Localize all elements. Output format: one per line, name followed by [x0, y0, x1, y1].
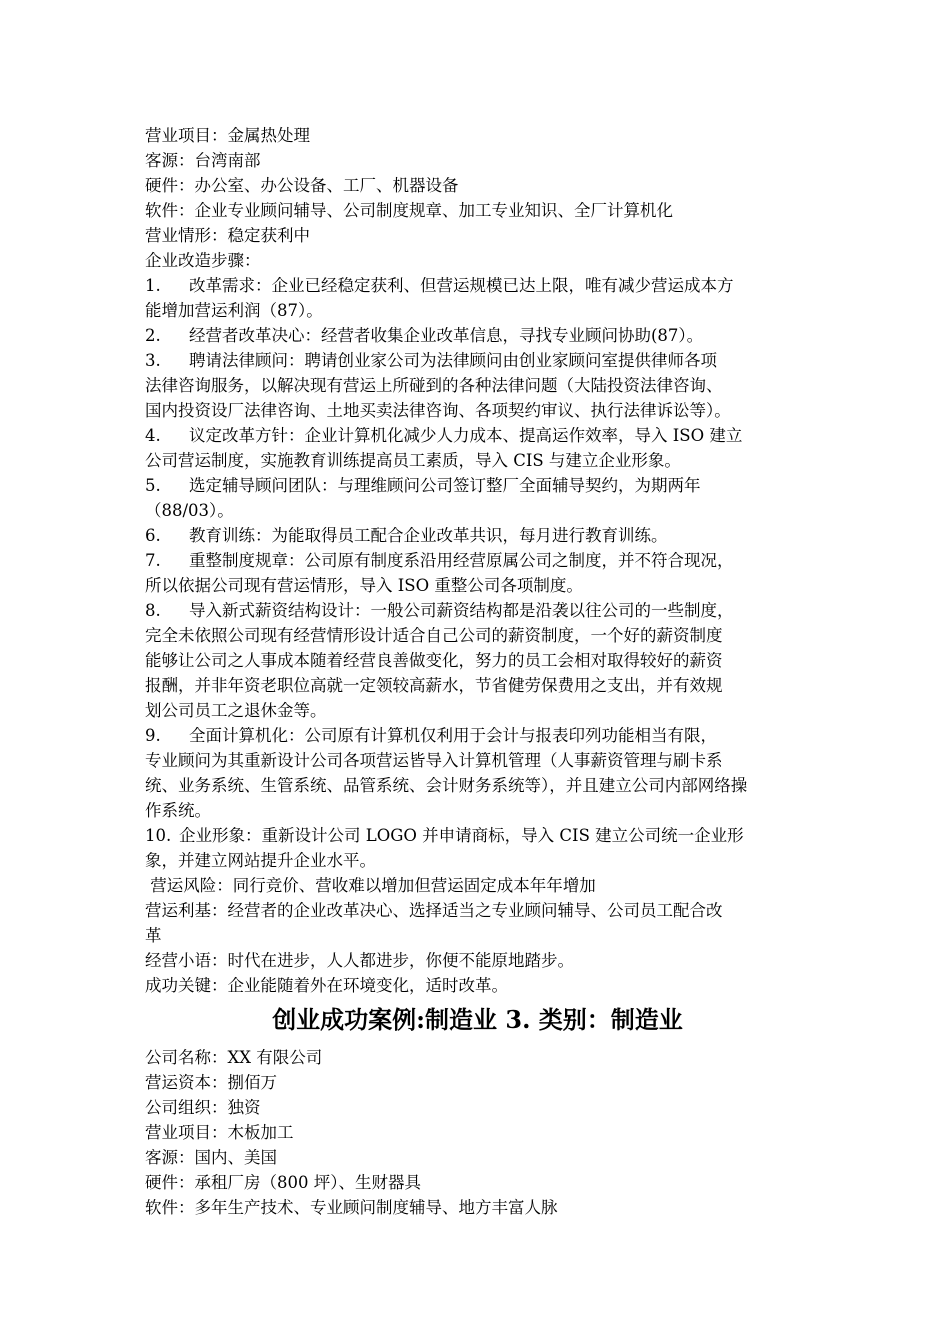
step-text: 国内投资设厂法律咨询、土地买卖法律咨询、各项契约审议、执行法律诉讼等）。	[145, 401, 731, 420]
field-line: 公司组织：独资	[145, 1098, 261, 1117]
step-text: 统、业务系统、生管系统、品管系统、会计财务系统等），并且建立公司内部网络操	[145, 776, 748, 795]
step-number: 8.	[145, 601, 161, 620]
step-text: 作系统。	[145, 801, 211, 820]
step-item	[145, 823, 810, 873]
field-line: 公司名称：XX 有限公司	[145, 1048, 323, 1067]
step-text: 聘请法律顾问：聘请创业家公司为法律顾问由创业家顾问室提供律师各项	[189, 351, 717, 370]
step-text: 公司营运制度，实施教育训练提高员工素质，导入 CIS 与建立企业形象。	[145, 451, 681, 470]
field-line: 客源：台湾南部	[145, 151, 261, 170]
step-text: 经营者改革决心：经营者收集企业改革信息，寻找专业顾问协助(87）。	[189, 326, 704, 345]
step-text: 所以依据公司现有营运情形，导入 ISO 重整公司各项制度。	[145, 576, 583, 595]
field-line: 营运资本：捌佰万	[145, 1073, 277, 1092]
case-study-body	[145, 123, 810, 998]
field-line: 营业项目：金属热处理	[145, 126, 310, 145]
field-line: 客源：国内、美国	[145, 1148, 277, 1167]
step-number: 6.	[145, 526, 161, 545]
step-text: 导入新式薪资结构设计：一般公司薪资结构都是沿袭以往公司的一些制度，	[189, 601, 734, 620]
step-text: 选定辅导顾问团队：与理维顾问公司签订整厂全面辅导契约，为期两年	[189, 476, 701, 495]
step-text: 能够让公司之人事成本随着经营良善做变化，努力的员工会相对取得较好的薪资	[145, 651, 723, 670]
field-line: 硬件：办公室、办公设备、工厂、机器设备	[145, 176, 459, 195]
field-line: 硬件：承租厂房（800 坪）、生财器具	[145, 1173, 421, 1192]
step-item	[145, 348, 810, 423]
step-number: 10.	[145, 826, 172, 845]
step-number: 7.	[145, 551, 161, 570]
step-item	[145, 598, 810, 723]
step-item	[145, 548, 810, 598]
step-text: 报酬，并非年资老职位高就一定领较高薪水，节省健劳保费用之支出，并有效规	[145, 676, 723, 695]
section-heading: 创业成功案例:制造业 3. 类别：制造业	[272, 1005, 683, 1034]
note-line: 营运风险：同行竞价、营收难以增加但营运固定成本年年增加	[145, 876, 596, 895]
step-text: 改革需求：企业已经稳定获利、但营运规模已达上限，唯有减少营运成本方	[189, 276, 734, 295]
note-line: 革	[145, 926, 162, 945]
step-text: 重整制度规章：公司原有制度系沿用经营原属公司之制度，并不符合现况，	[189, 551, 734, 570]
step-text: 划公司员工之退休金等。	[145, 701, 327, 720]
field-line: 软件：企业专业顾问辅导、公司制度规章、加工专业知识、全厂计算机化	[145, 201, 673, 220]
reform-steps-list	[145, 273, 810, 873]
step-item	[145, 323, 810, 348]
field-list	[145, 123, 810, 273]
step-number: 5.	[145, 476, 161, 495]
step-item	[145, 423, 810, 473]
field-line: 软件：多年生产技术、专业顾问制度辅导、地方丰富人脉	[145, 1198, 558, 1217]
field-line: 企业改造步骤：	[145, 251, 261, 270]
step-number: 3.	[145, 351, 161, 370]
step-text: 法律咨询服务，以解决现有营运上所碰到的各种法律问题（大陆投资法律咨询、	[145, 376, 723, 395]
step-number: 4.	[145, 426, 161, 445]
note-line: 营运利基：经营者的企业改革决心、选择适当之专业顾问辅导、公司员工配合改	[145, 901, 723, 920]
step-text: 完全未依照公司现有经营情形设计适合自己公司的薪资制度，一个好的薪资制度	[145, 626, 723, 645]
field-line: 营业项目：木板加工	[145, 1123, 294, 1142]
note-line: 成功关键：企业能随着外在环境变化，适时改革。	[145, 976, 508, 995]
step-text: 议定改革方针：企业计算机化减少人力成本、提高运作效率，导入 ISO 建立	[189, 426, 743, 445]
step-item	[145, 473, 810, 523]
step-text: 能增加营运利润（87）。	[145, 301, 323, 320]
step-number: 2.	[145, 326, 161, 345]
step-item	[145, 523, 810, 548]
step-text: 全面计算机化：公司原有计算机仅利用于会计与报表印列功能相当有限，	[189, 726, 717, 745]
step-item	[145, 273, 810, 323]
step-text: 企业形象：重新设计公司 LOGO 并申请商标，导入 CIS 建立公司统一企业形	[179, 826, 744, 845]
step-text: 专业顾问为其重新设计公司各项营运皆导入计算机管理（人事薪资管理与刷卡系	[145, 751, 723, 770]
note-line: 经营小语：时代在进步，人人都进步，你便不能原地踏步。	[145, 951, 574, 970]
step-text: 教育训练：为能取得员工配合企业改革共识，每月进行教育训练。	[189, 526, 668, 545]
step-number: 1.	[145, 276, 161, 295]
step-text: （88/03）。	[145, 501, 234, 520]
company-profile	[145, 1045, 810, 1220]
step-number: 9.	[145, 726, 161, 745]
field-line: 营业情形：稳定获利中	[145, 226, 310, 245]
step-item	[145, 723, 810, 823]
closing-notes	[145, 873, 810, 998]
step-text: 象，并建立网站提升企业水平。	[145, 851, 376, 870]
